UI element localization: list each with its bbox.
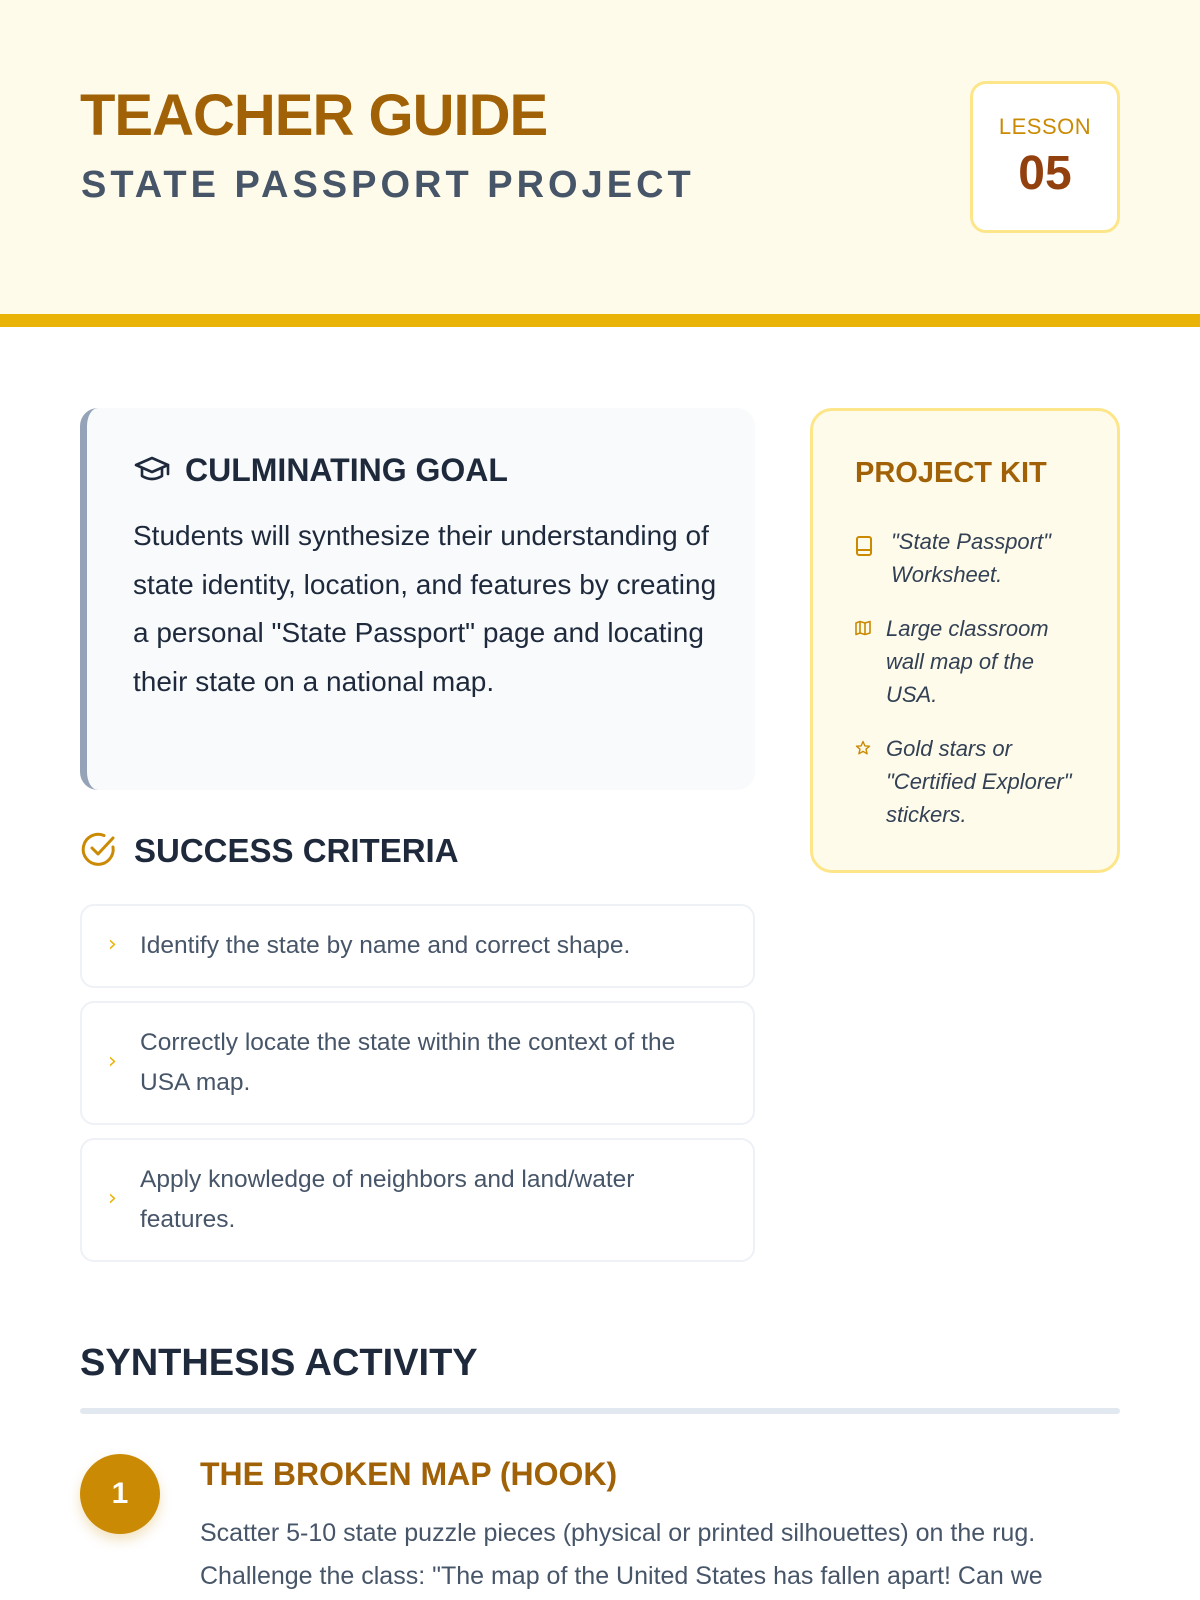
page-subtitle: STATE PASSPORT PROJECT — [81, 164, 695, 206]
lesson-number: 05 — [1018, 147, 1072, 200]
project-kit-title: PROJECT KIT — [855, 457, 1047, 489]
graduation-cap-icon — [133, 454, 171, 488]
success-criteria-title: SUCCESS CRITERIA — [134, 832, 459, 869]
criteria-text: Correctly locate the state within the context of the USA map. — [140, 1029, 676, 1096]
header-divider — [0, 314, 1200, 327]
goal-text: Students will synthesize their understanding of state identity, location, and features by creating a personal "State Passport" page and locating their state on a national map. — [133, 520, 717, 697]
goal-title: CULMINATING GOAL — [185, 452, 508, 488]
criteria-item — [80, 1001, 755, 1125]
check-circle-icon — [80, 830, 118, 872]
criteria-text: Apply knowledge of neighbors and land/water features. — [140, 1166, 635, 1233]
success-criteria-heading — [80, 830, 459, 872]
lesson-badge — [970, 81, 1120, 233]
project-kit-card — [810, 408, 1120, 873]
goal-heading — [133, 452, 508, 489]
step-text: Scatter 5-10 state puzzle pieces (physical or printed silhouettes) on the rug. Challenge the class: "The map of the United States has fallen apart! Can we — [200, 1519, 1043, 1590]
star-icon — [855, 740, 871, 760]
chevron-right-icon: › — [108, 1049, 117, 1074]
culminating-goal-card — [80, 408, 755, 790]
step-title: THE BROKEN MAP (HOOK) — [200, 1456, 618, 1492]
page-header — [0, 0, 1200, 314]
book-icon — [855, 535, 873, 561]
step-number-badge: 1 — [80, 1454, 160, 1534]
criteria-item — [80, 904, 755, 988]
map-icon — [855, 620, 871, 640]
chevron-right-icon: › — [108, 1186, 117, 1211]
page-title: TEACHER GUIDE — [80, 83, 548, 148]
criteria-text: Identify the state by name and correct shape. — [140, 932, 631, 959]
kit-item-text: Gold stars or "Certified Explorer" stickers. — [886, 736, 1072, 827]
lesson-label: LESSON — [998, 114, 1092, 139]
kit-item-text: "State Passport" Worksheet. — [891, 529, 1051, 587]
synthesis-activity-title: SYNTHESIS ACTIVITY — [80, 1342, 478, 1384]
kit-item-text: Large classroom wall map of the USA. — [886, 616, 1049, 707]
section-divider — [80, 1408, 1120, 1414]
criteria-item — [80, 1138, 755, 1262]
chevron-right-icon: › — [108, 932, 117, 957]
